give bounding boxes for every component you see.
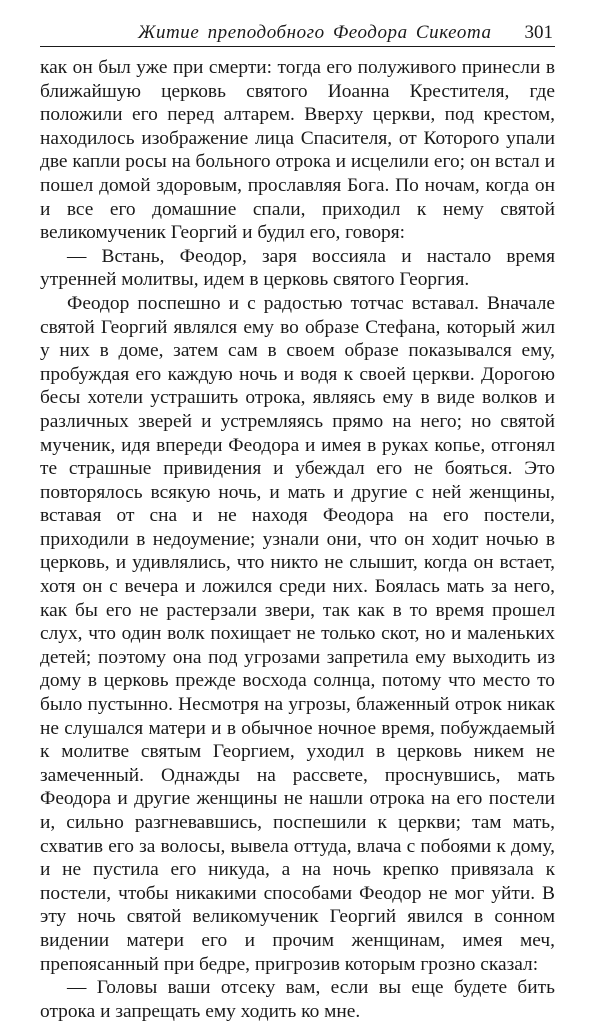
running-title: Житие преподобного Феодора Сикеота xyxy=(138,22,492,43)
body-text xyxy=(40,56,555,1023)
paragraph-dialogue: — Встань, Феодор, заря воссияла и настало время утренней молитвы, идем в церковь святого Георгия. xyxy=(40,245,555,291)
paragraph-dialogue: — Головы ваши отсеку вам, если вы еще будете бить отрока и запрещать ему ходить ко мне. xyxy=(40,977,555,1022)
paragraph: Феодор поспешно и с радостью тотчас вставал. Вначале святой Георгий являлся ему во образе Стефана, который жил у них в доме, затем сам в своем образе показывался ему, пробуждая его каждую ночь и водя к своей церкви. Дорогою бесы хотели устрашить отрока, являясь ему в виде волков и различных зверей и устремляясь прямо на него; но святой мученик, идя впереди Феодора и имея в руках копье, отгонял те страшные привидения и убеждал его не бояться. Это повторялось всякую ночь, и мать и другие с ней женщины, вставая от сна и не находя Феодора на его постели, приходили в недоумение; узнали они, что он ходит ночью в церковь, и удивлялись, что никто не слышит, когда он встает, хотя он с вечера и ложился среди них. Боялась мать за него, как бы его не растерзали звери, так как в то время прошел слух, что один волк похищает не только скот, но и маленьких детей; поэтому она под угрозами запретила ему выходить из дому в церковь прежде восхода солнца, потому что место то было пустынно. Несмотря на угрозы, блаженный отрок никак не слушался матери и в обычное ночное время, побуждаемый к молитве святым Георгием, уходил в церковь никем не замеченный. Однажды на рассвете, проснувшись, мать Феодора и другие женщины не нашли отрока на его постели и, сильно разгневавшись, поспешили к церкви; там мать, схватив его за волосы, вывела оттуда, влача с побоями к дому, и не пустила его никуда, а на ночь крепко привязала к постели, чтобы никакими способами Феодор не мог уйти. В эту ночь святой великомученик Георгий явился в сонном видении матери его и прочим женщинам, имея меч, препоясанный при бедре, пригрозив которым грозно сказал: xyxy=(40,292,555,975)
running-header xyxy=(40,20,555,47)
page-number: 301 xyxy=(524,22,553,43)
paragraph-continuation: как он был уже при смерти: тогда его полуживого принесли в ближайшую церковь святого Иоанна Крестителя, где положили его перед алтарем. Вверху церкви, под крестом, находилось изображение лица Спасителя, от Которого упали две капли росы на больного отрока и исцелили его; он встал и пошел домой здоровым, прославляя Бога. По ночам, когда он и все его домашние спали, приходил к нему святой великомученик Георгий и будил его, говоря: xyxy=(40,57,555,244)
